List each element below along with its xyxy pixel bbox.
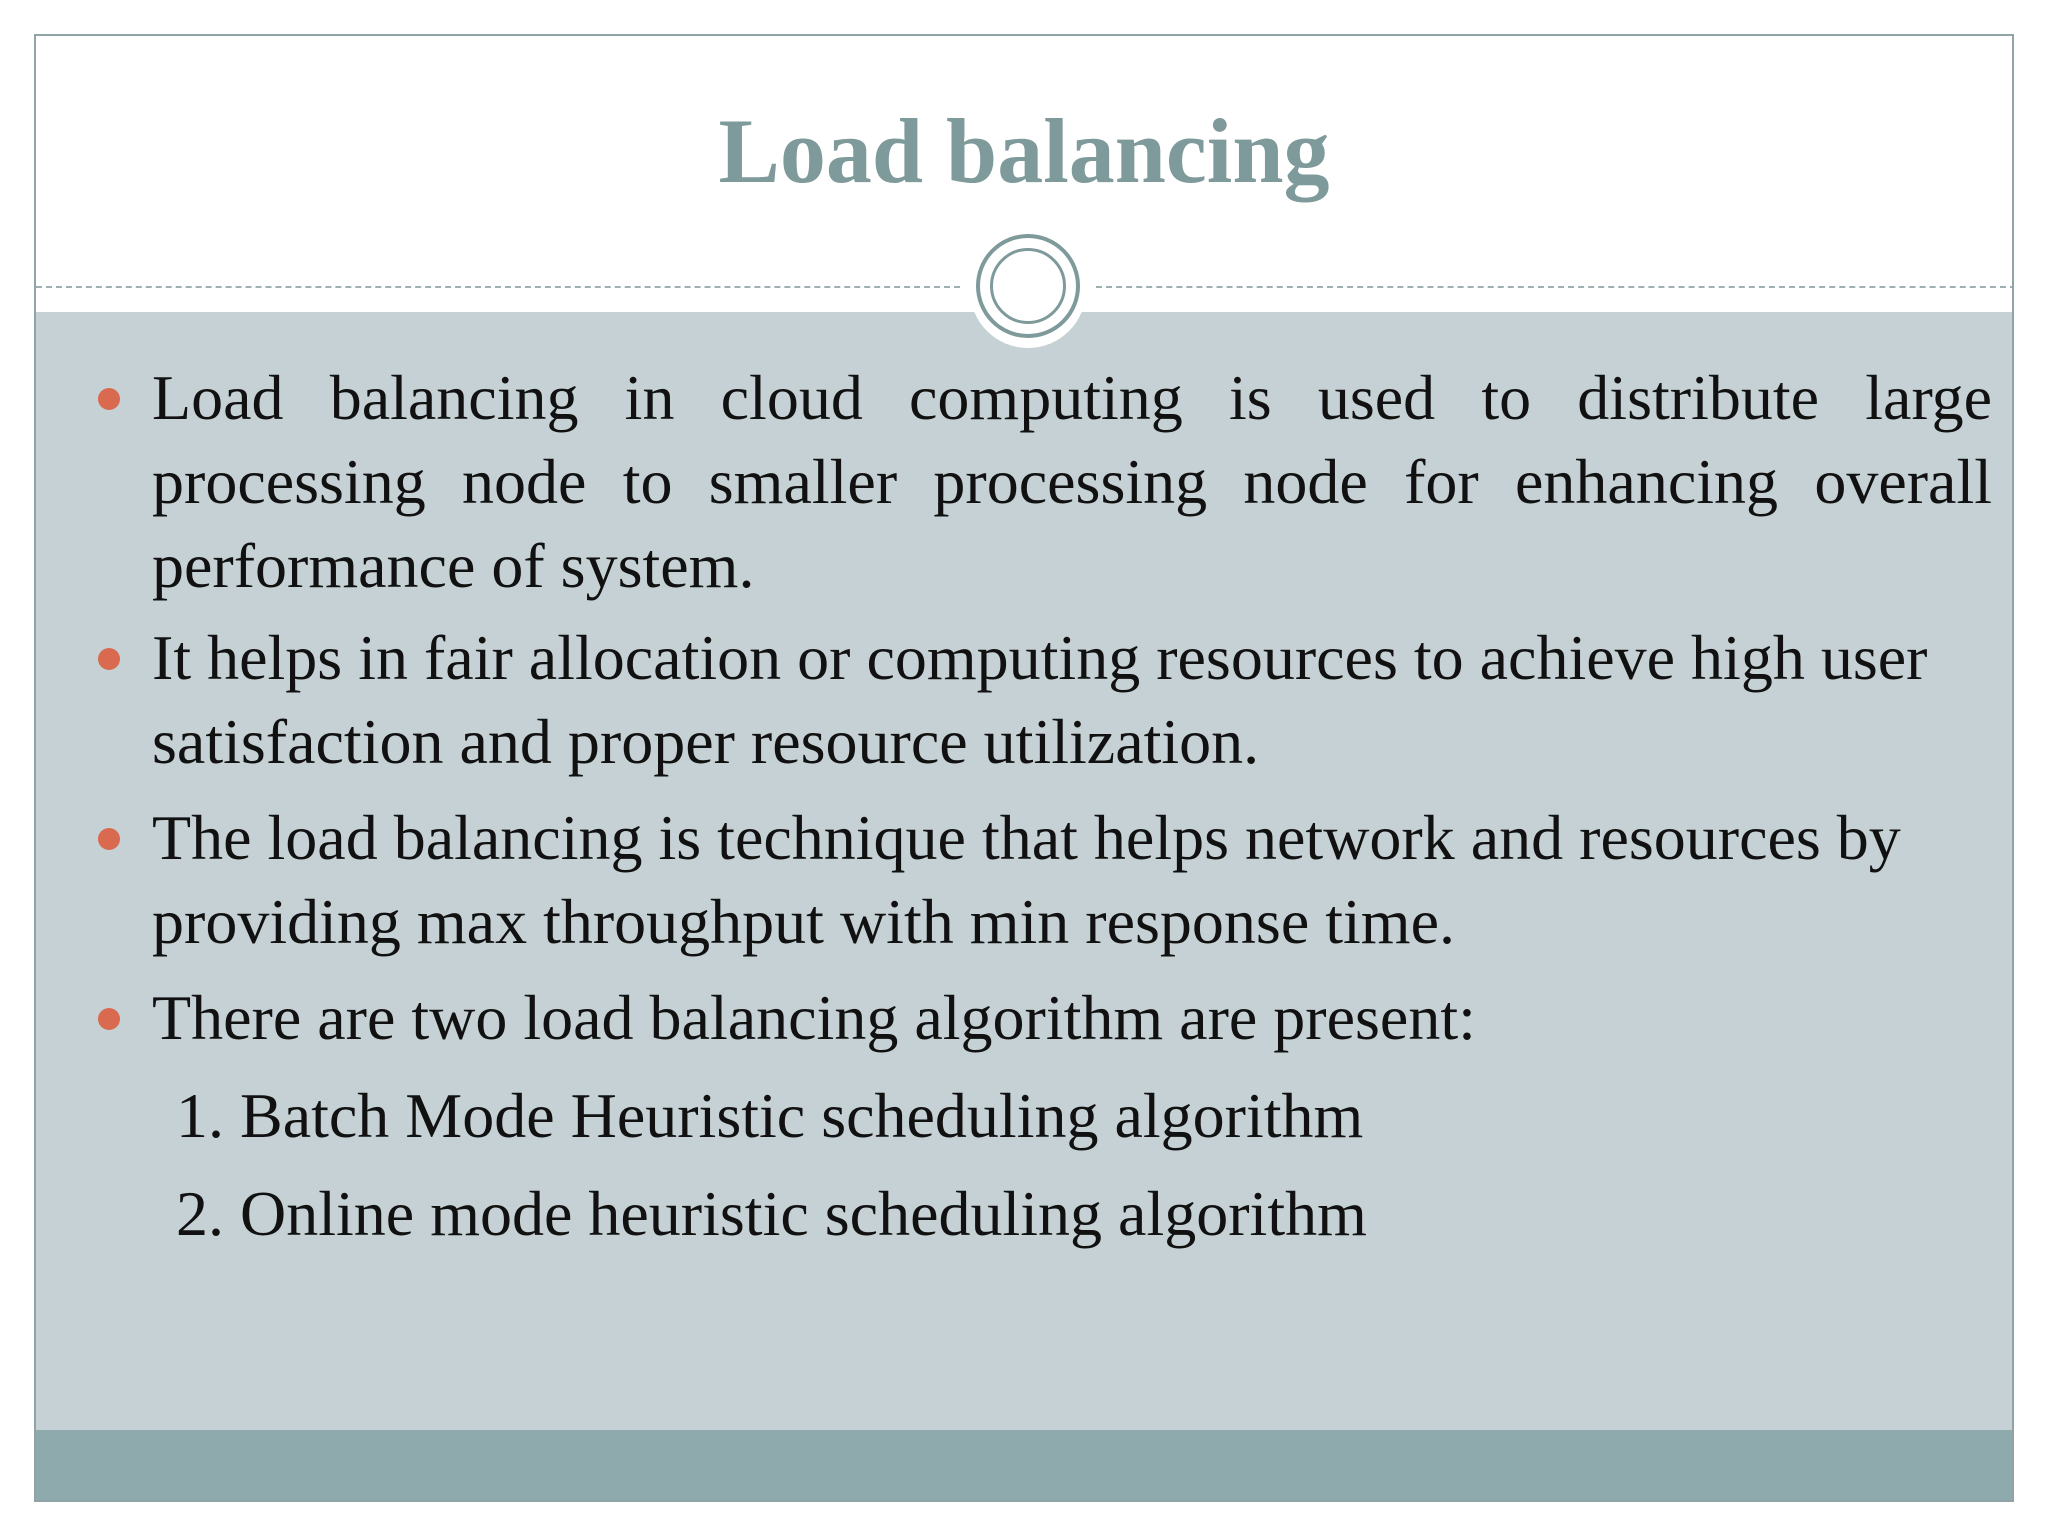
bullet-item (152, 356, 1992, 608)
bullet-text: There are two load balancing algorithm are present: (152, 982, 1476, 1053)
bullet-item (152, 796, 1992, 964)
inner-ring (990, 248, 1066, 324)
bullet-text: It helps in fair allocation or computing resources to achieve high user satisfaction and proper resource utilization. (152, 622, 1928, 777)
numbered-sub-item: 1. Batch Mode Heuristic scheduling algorithm (176, 1080, 1364, 1151)
footer-band (36, 1430, 2012, 1500)
bullet-dot-icon (98, 828, 120, 850)
title-divider-right (1096, 286, 2014, 288)
bullet-item (152, 616, 1992, 784)
bullet-text: The load balancing is technique that helps network and resources by providing max throughput with min response time. (152, 802, 1901, 957)
numbered-sub-item: 2. Online mode heuristic scheduling algorithm (176, 1178, 1367, 1249)
bullet-dot-icon (98, 388, 120, 410)
title-divider-left (36, 286, 960, 288)
slide (34, 34, 2014, 1502)
bullet-text: Load balancing in cloud computing is used to distribute large processing node to smaller processing node for enhancing overall performance of system. (152, 362, 1992, 601)
double-ring-icon (976, 234, 1080, 338)
slide-title: Load balancing (718, 100, 1330, 202)
bullet-dot-icon (98, 648, 120, 670)
bullet-item (152, 976, 1992, 1060)
bullet-dot-icon (98, 1008, 120, 1030)
